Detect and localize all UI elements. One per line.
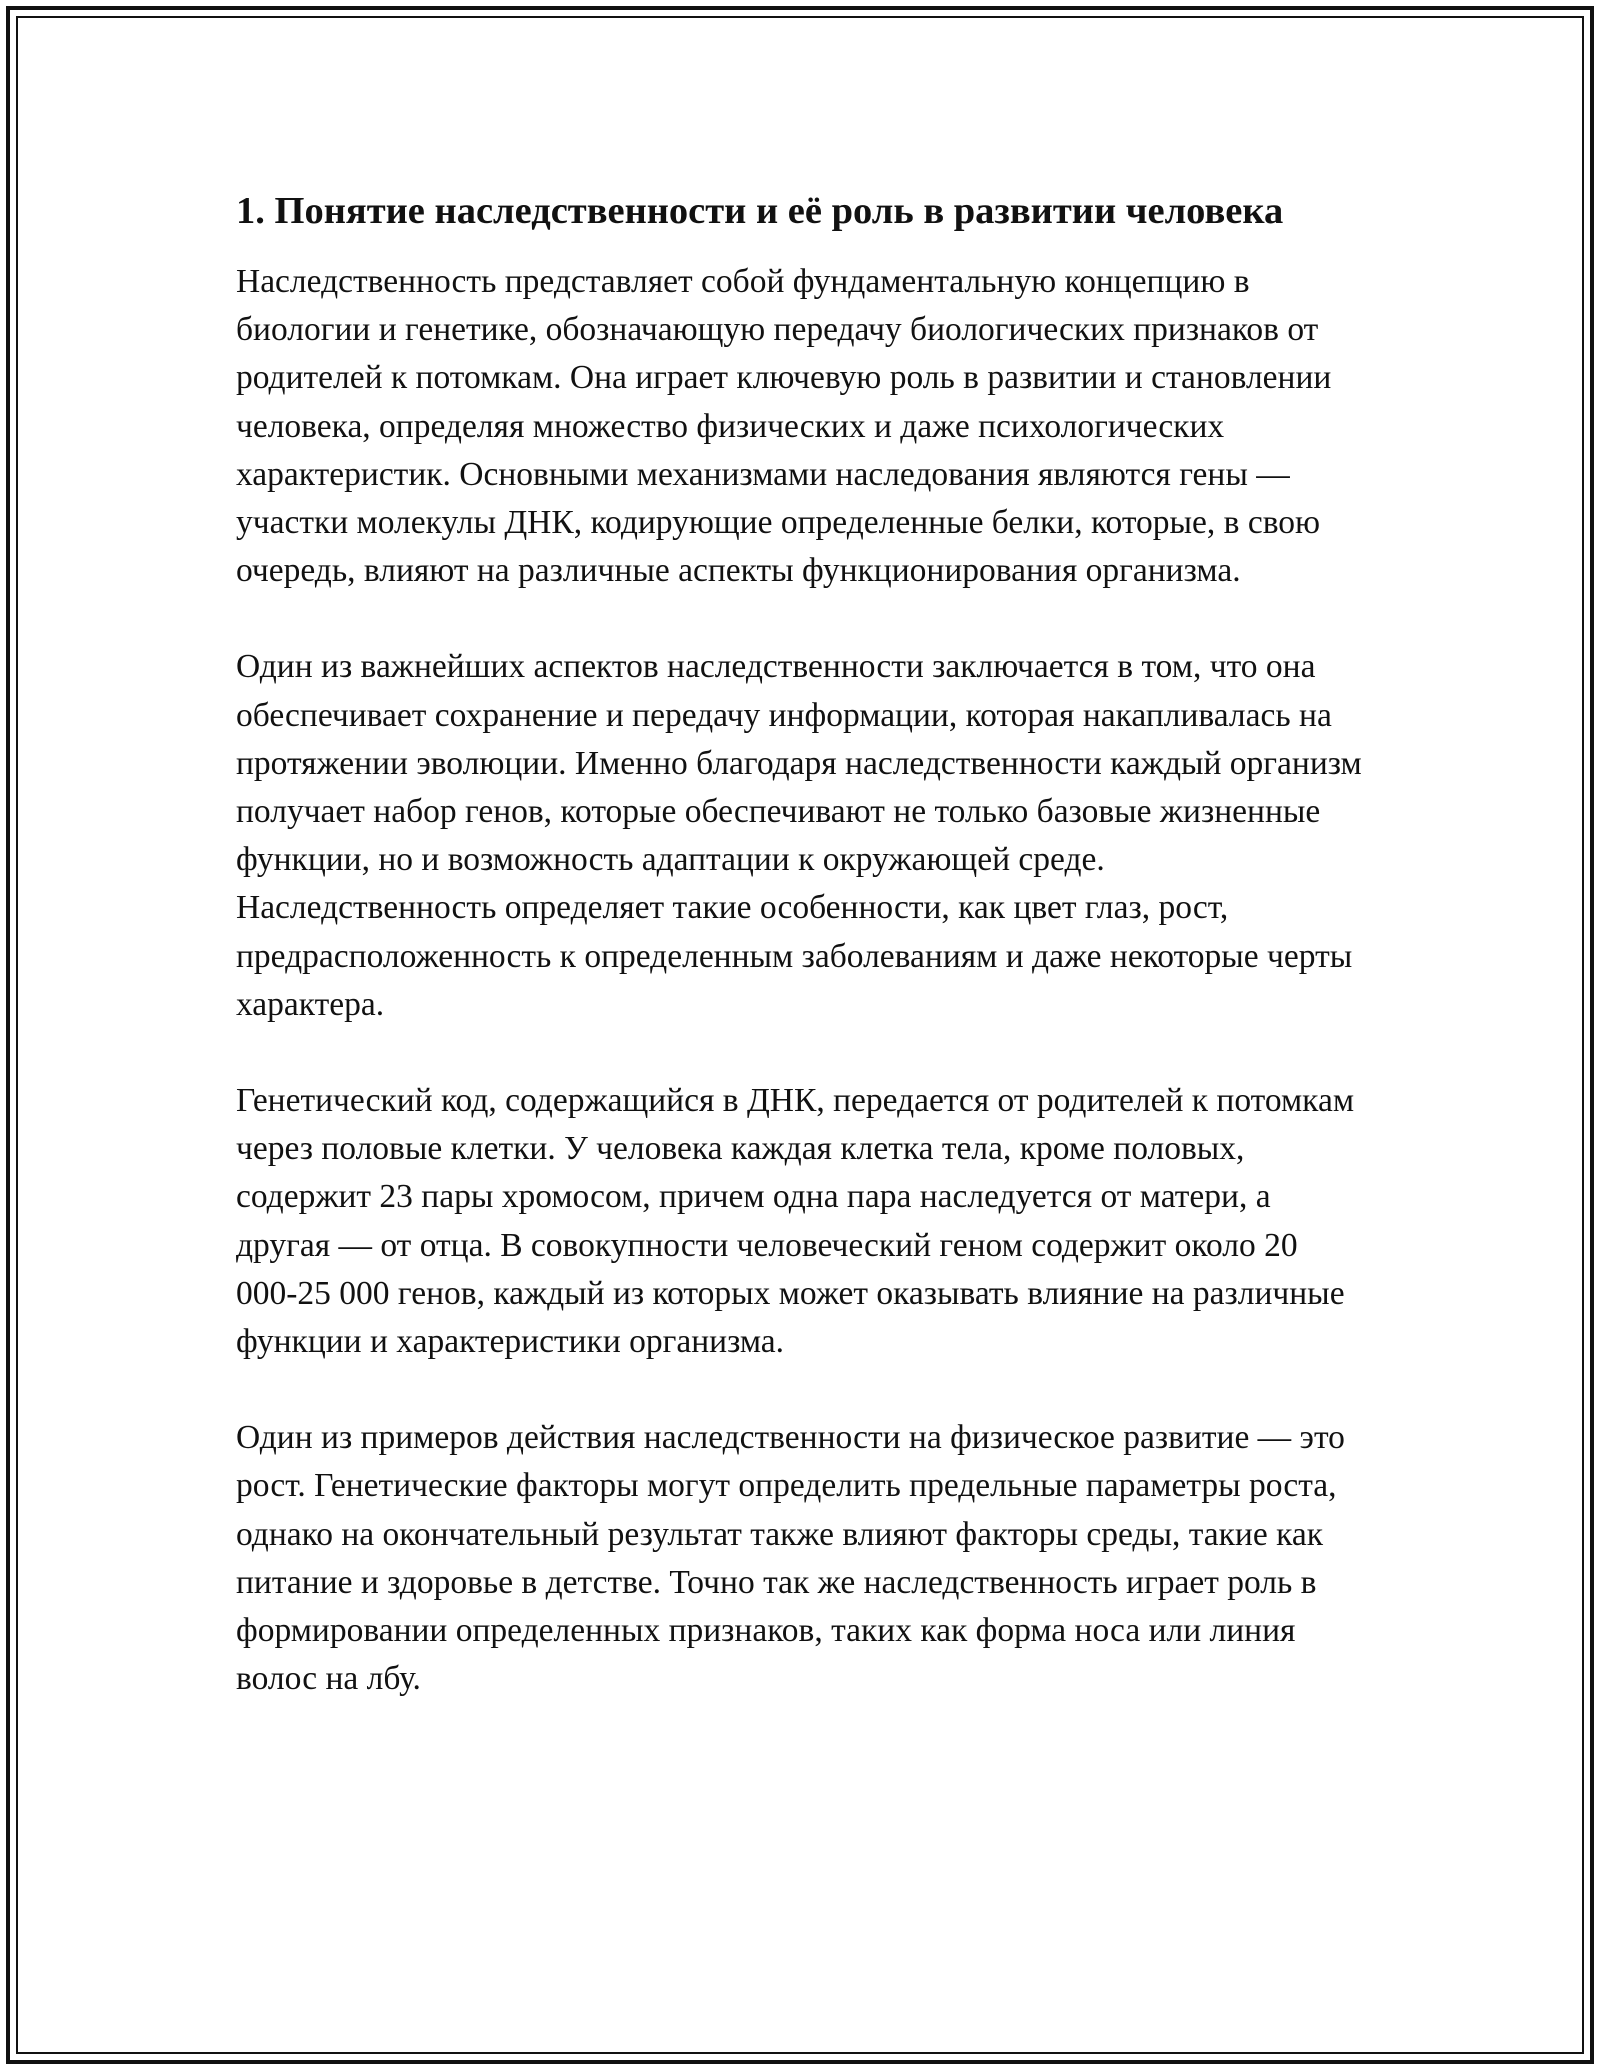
paragraph-2: Один из важнейших аспектов наследственности заключается в том, что она обеспечивает сохранение и передачу информации, которая накапливалась на протяжении эволюции. Именно благодаря наследственности каждый организм получает набор генов, которые обеспечивают не только базовые жизненные функции, но и возможность адаптации к окружающей среде. Наследственность определяет такие особенности, как цвет глаз, рост, предрасположенность к определенным заболеваниям и даже некоторые черты характера.: [236, 648, 1362, 1023]
paragraph-1: Наследственность представляет собой фундаментальную концепцию в биологии и генетике, обозначающую передачу биологических признаков от родителей к потомкам. Она играет ключевую роль в развитии и становлении человека, определяя множество физических и даже психологических характеристик. Основными механизмами наследования являются гены — участки молекулы ДНК, кодирующие определенные белки, которые, в свою очередь, влияют на различные аспекты функционирования организма.: [236, 263, 1332, 590]
document-body: [236, 186, 1366, 1751]
paragraph-4: Один из примеров действия наследственности на физическое развитие — это рост. Генетические факторы могут определить предельные параметры роста, однако на окончательный результат также влияют факторы среды, такие как питание и здоровье в детстве. Точно так же наследственность играет роль в формировании определенных признаков, таких как форма носа или линия волос на лбу.: [236, 1419, 1345, 1698]
section-heading: 1. Понятие наследственности и её роль в развитии человека: [236, 190, 1284, 232]
paragraph-3: Генетический код, содержащийся в ДНК, передается от родителей к потомкам через половые клетки. У человека каждая клетка тела, кроме половых, содержит 23 пары хромосом, причем одна пара наследуется от матери, а другая — от отца. В совокупности человеческий геном содержит около 20 000-25 000 генов, каждый из которых может оказывать влияние на различные функции и характеристики организма.: [236, 1082, 1355, 1361]
